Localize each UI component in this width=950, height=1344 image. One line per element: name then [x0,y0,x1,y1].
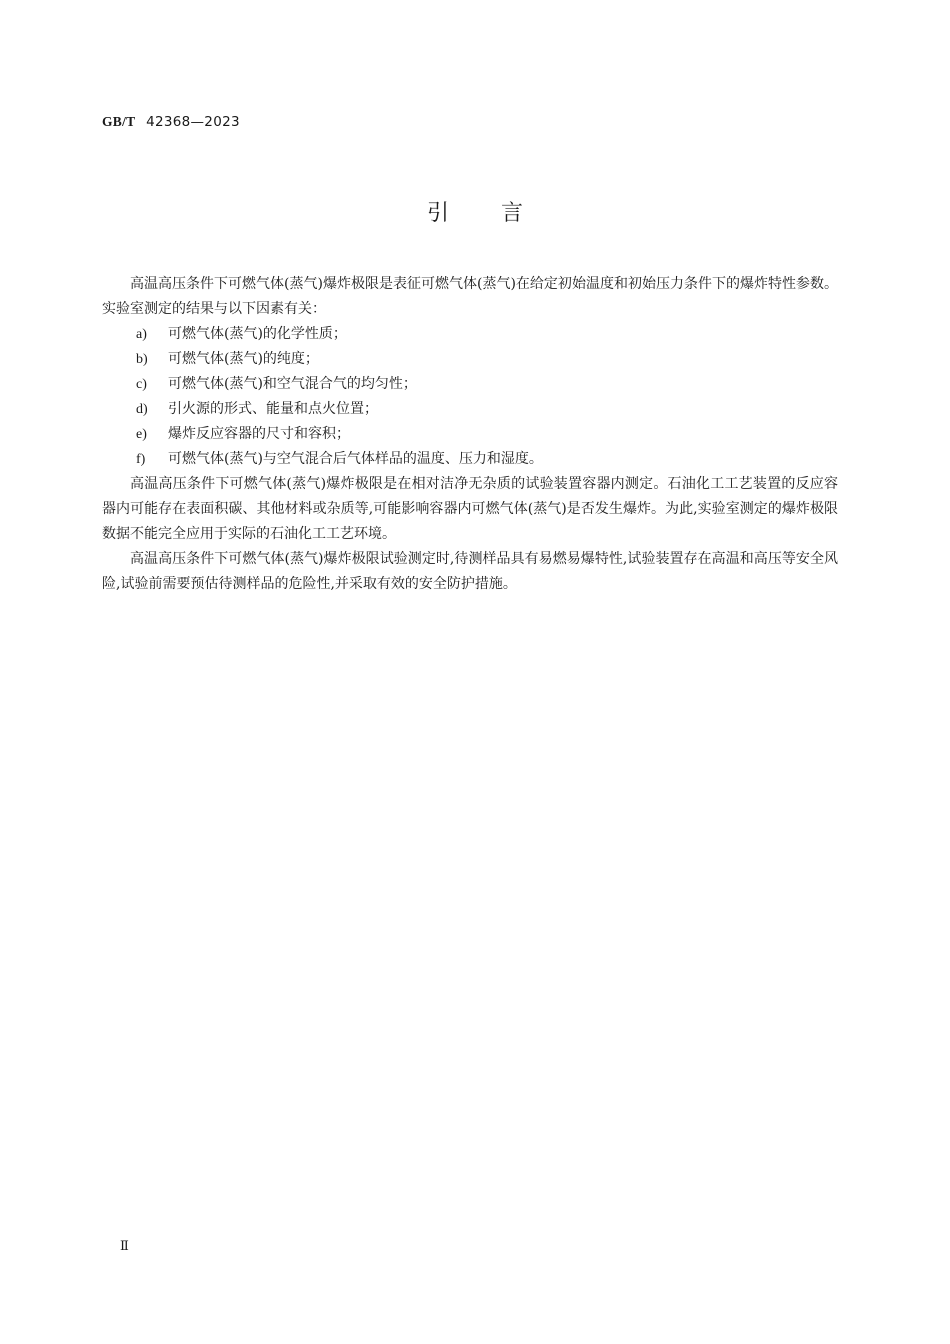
list-item [102,322,838,347]
list-item [102,397,838,422]
list-item-text: 可燃气体(蒸气)的化学性质； [168,326,347,342]
list-item-text: 可燃气体(蒸气)和空气混合气的均匀性； [168,376,417,392]
list-item-text: 可燃气体(蒸气)与空气混合后气体样品的温度、压力和湿度。 [168,451,543,467]
list-marker: a) [136,327,147,342]
standard-number: 42368—2023 [146,114,240,130]
list-marker: e) [136,427,147,442]
paragraph-safety: 高温高压条件下可燃气体(蒸气)爆炸极限试验测定时,待测样品具有易燃易爆特性,试验装置存在高温和高压等安全风险,试验前需要预估待测样品的危险性,并采取有效的安全防护措施。 [102,551,838,592]
list-item-text: 爆炸反应容器的尺寸和容积； [168,426,350,442]
list-marker: c) [136,377,147,392]
paragraph-intro: 高温高压条件下可燃气体(蒸气)爆炸极限是表征可燃气体(蒸气)在给定初始温度和初始压力条件下的爆炸特性参数。实验室测定的结果与以下因素有关： [102,276,838,317]
paragraph-test-conditions: 高温高压条件下可燃气体(蒸气)爆炸极限是在相对洁净无杂质的试验装置容器内测定。石油化工工艺装置的反应容器内可能存在表面积碳、其他材料或杂质等,可能影响容器内可燃气体(蒸气)是否发生爆炸。为此,实验室测定的爆炸极限数据不能完全应用于实际的石油化工工艺环境。 [102,476,838,542]
document-header [102,114,240,130]
list-item-text: 可燃气体(蒸气)的纯度； [168,351,319,367]
list-item [102,372,838,397]
list-marker: d) [136,402,148,417]
page-number: Ⅱ [120,1238,129,1253]
list-marker: b) [136,352,148,367]
standard-code: GB/T [102,114,136,129]
page-title: 引言 [426,201,575,226]
list-marker: f) [136,452,146,467]
list-item [102,347,838,372]
document-body [102,272,838,597]
list-item [102,447,838,472]
list-item-text: 引火源的形式、能量和点火位置； [168,401,378,417]
list-item [102,422,838,447]
